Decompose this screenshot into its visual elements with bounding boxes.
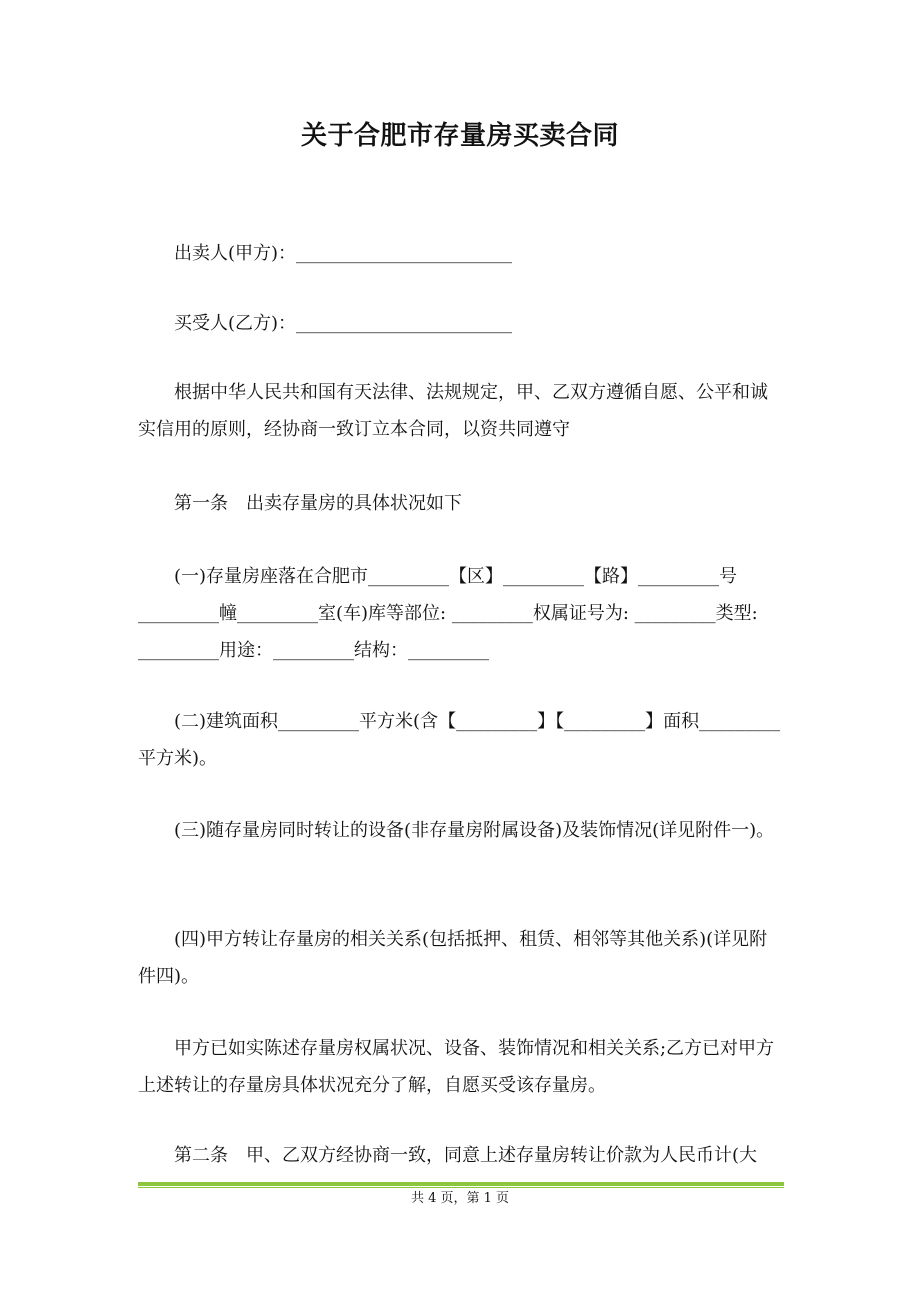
article-one-heading: 第一条 出卖存量房的具体状况如下 xyxy=(174,493,462,514)
buyer-line: 买受人(乙方)：________________________ xyxy=(174,313,513,334)
clause-2-area: (二)建筑面积_________平方米(含【_________】【_________】面积_________平方米)。 xyxy=(138,711,781,769)
page-number: 共 4 页，第 1 页 xyxy=(410,1191,510,1206)
clause-1-location: (一)存量房座落在合肥市_________【区】_________【路】_________号_________幢_________室(车)库等部位: _________权属证号为: _________类型: _________用途：_________结构：_________ xyxy=(138,566,764,661)
disclosure-paragraph: 甲方已如实陈述存量房权属状况、设备、装饰情况和相关关系;乙方已对甲方上述转让的存量房具体状况充分了解，自愿买受该存量房。 xyxy=(138,1038,775,1096)
article-two-paragraph: 第二条 甲、乙双方经协商一致，同意上述存量房转让价款为人民币计(大 xyxy=(174,1145,758,1166)
footer-divider xyxy=(138,1182,784,1186)
document-title: 关于合肥市存量房买卖合同 xyxy=(300,121,619,151)
preamble-paragraph: 根据中华人民共和国有天法律、法规规定，甲、乙双方遵循自愿、公平和诚实信用的原则，经协商一致订立本合同，以资共同遵守 xyxy=(138,382,768,440)
seller-line: 出卖人(甲方)：________________________ xyxy=(174,243,513,264)
clause-3-equipment: (三)随存量房同时转让的设备(非存量房附属设备)及装饰情况(详见附件一)。 xyxy=(174,820,775,841)
clause-4-relations: (四)甲方转让存量房的相关关系(包括抵押、租赁、相邻等其他关系)(详见附件四)。 xyxy=(138,929,768,987)
